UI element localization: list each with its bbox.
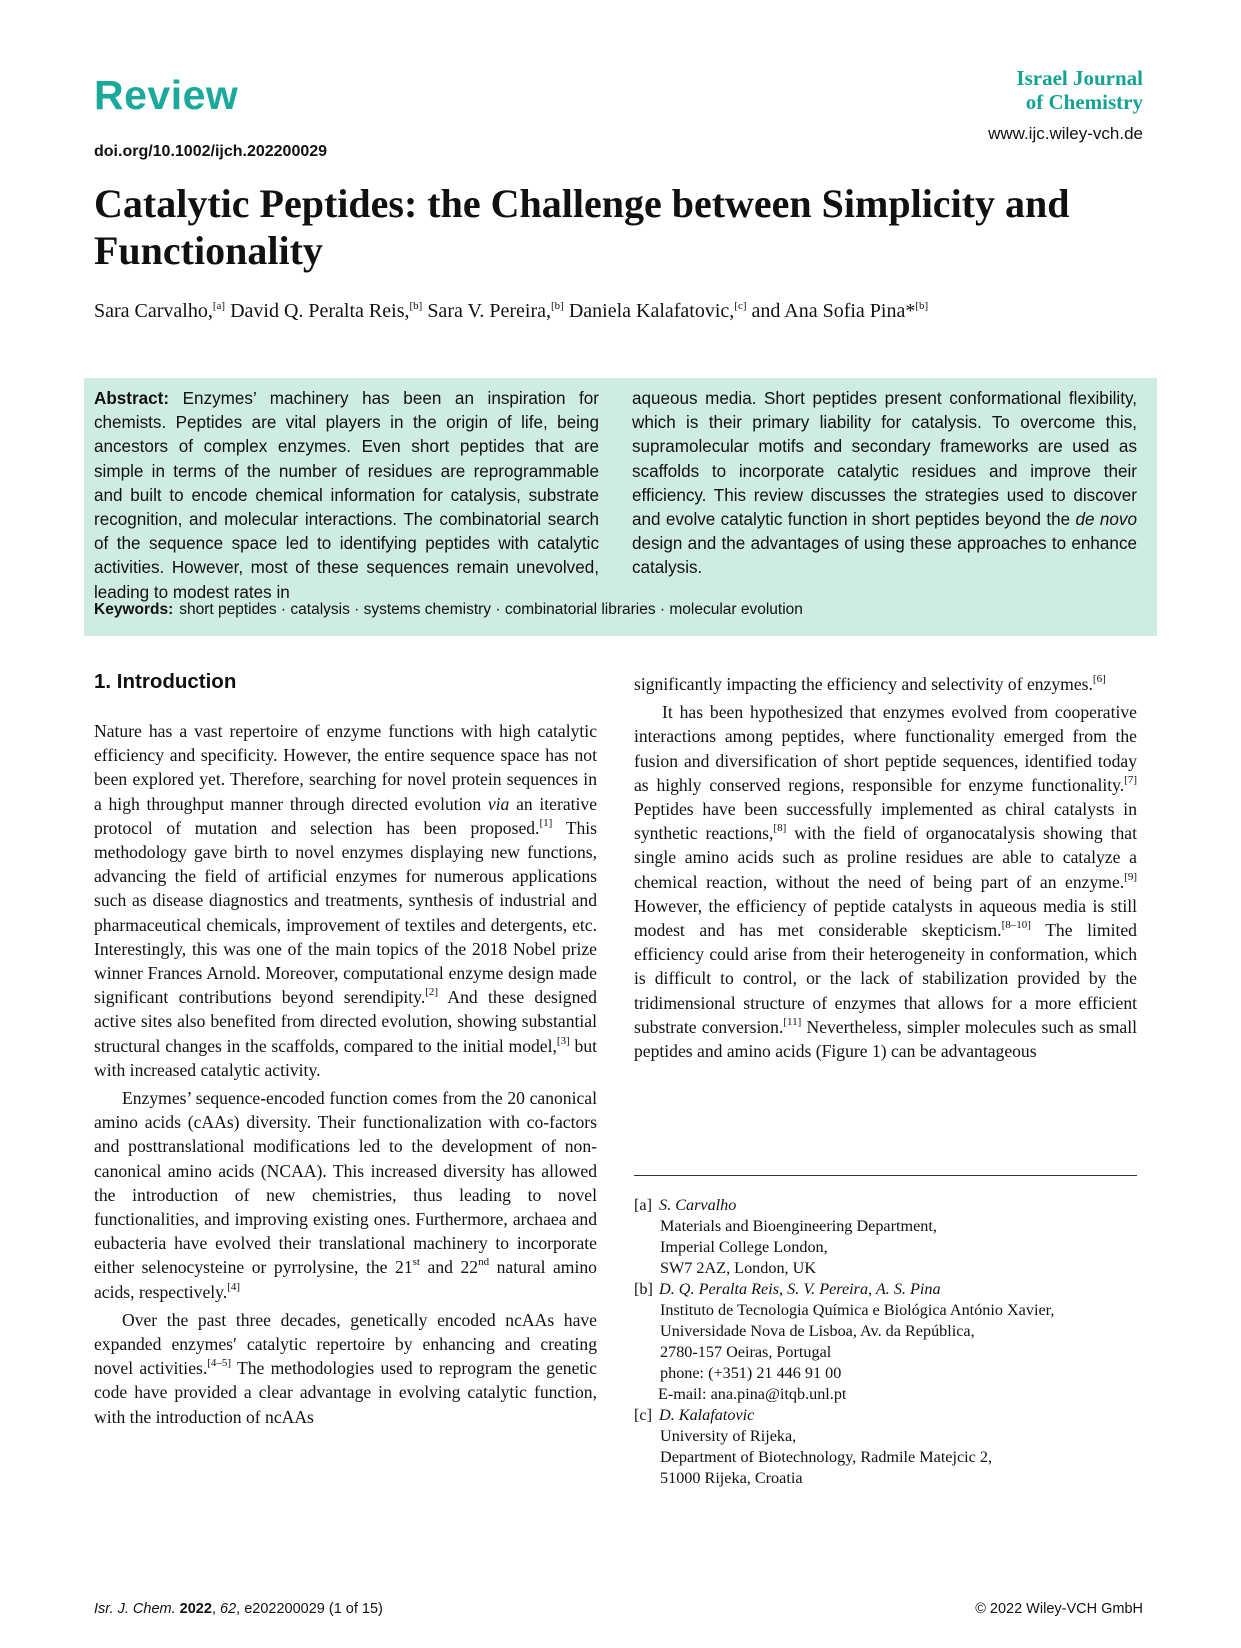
citation-link[interactable]: [8–10] xyxy=(1001,919,1031,932)
journal-name-line1: Israel Journal xyxy=(1016,66,1143,90)
author-name: Sara Carvalho, xyxy=(94,300,213,322)
affiliation-address-line: Materials and Bioengineering Department, xyxy=(660,1217,937,1235)
citation-link[interactable]: [9] xyxy=(1124,870,1137,883)
affiliation-address-line: Department of Biotechnology, Radmile Matejcic 2, xyxy=(660,1448,993,1466)
ordinal-suffix: nd xyxy=(478,1256,490,1269)
affiliation-marker: [a] xyxy=(212,300,226,312)
body-right-column xyxy=(634,672,1137,1063)
citation-link[interactable]: [6] xyxy=(1092,673,1106,685)
affiliation-names: S. Carvalho xyxy=(659,1196,737,1214)
affiliation-names: D. Q. Peralta Reis, S. V. Pereira, A. S. Pina xyxy=(659,1280,941,1298)
citation-link[interactable]: [4–5] xyxy=(207,1357,232,1370)
affiliation-address-line: Imperial College London, xyxy=(660,1238,828,1256)
affiliation-tag: [c] xyxy=(634,1406,652,1424)
keywords-list: short peptides · catalysis · systems chemistry · combinatorial libraries · molecular evolution xyxy=(179,601,803,618)
abstract-box xyxy=(84,378,1157,636)
author-name: Daniela Kalafatovic, xyxy=(568,300,735,322)
abstract-text: design and the advantages of using these approaches to enhance catalysis. xyxy=(632,534,1137,578)
abstract-text: aqueous media. Short peptides present conformational flexibility, which is their primary liability for catalysis. To overcome this, supramolecular motifs and secondary frameworks are used as scaffolds to incorporate catalytic residues and improve their efficiency. This review discusses the strategies used to discover and evolve catalytic function in short peptides beyond the xyxy=(632,389,1137,530)
abstract-italic-term: de novo xyxy=(1075,510,1137,530)
journal-abbreviation: Isr. J. Chem. xyxy=(94,1601,176,1617)
affiliation-marker: [c] xyxy=(734,300,747,312)
author-list xyxy=(94,300,1154,323)
citation-link[interactable]: [1] xyxy=(539,816,553,829)
body-paragraph: Over the past three decades, genetically encoded ncAAs have expanded enzymes′ catalytic repertoire by enhancing and creating novel activities.[4–5] The methodologies used to reprogram the genetic code have provided a clear advantage in evolving catalytic function, with the introduction of ncAAs xyxy=(94,1309,597,1427)
body-paragraph: Enzymes’ sequence-encoded function comes from the 20 canonical amino acids (cAAs) diversity. Their functionalization with co-factors and posttranslational modifications led to the development of non-canonical amino acids (NCAA). This increased diversity has allowed the introduction of new chemistries, thus leading to novel functionalities, and improving existing ones. Furthermore, archaea and eubacteria have evolved their translational machinery to incorporate either selenocysteine or pyrrolysine, the 21st and 22nd natural amino acids, respectively.[4] xyxy=(94,1088,597,1302)
section-heading-introduction: 1. Introduction xyxy=(94,670,237,693)
affiliation-address-line: 51000 Rijeka, Croatia xyxy=(660,1469,803,1487)
affiliation-marker: [b] xyxy=(915,300,929,312)
affiliation-entry xyxy=(634,1195,1137,1279)
ordinal-suffix: st xyxy=(412,1256,420,1269)
affiliations-block xyxy=(634,1195,1137,1489)
body-paragraph: significantly impacting the efficiency and selectivity of enzymes.[6] xyxy=(634,673,1106,694)
journal-url-link[interactable]: www.ijc.wiley-vch.de xyxy=(988,124,1143,143)
doi-link[interactable]: doi.org/10.1002/ijch.202200029 xyxy=(94,143,328,160)
keywords-label: Keywords: xyxy=(94,601,174,618)
volume-number: 62 xyxy=(220,1601,237,1617)
citation-link[interactable]: [11] xyxy=(783,1015,802,1028)
affiliation-entry xyxy=(634,1279,1137,1405)
keywords-row xyxy=(94,601,803,619)
affiliation-address-line: Instituto de Tecnologia Química e Biológica António Xavier, xyxy=(660,1301,1055,1319)
publication-year: 2022 xyxy=(179,1601,212,1617)
article-title: Catalytic Peptides: the Challenge between Simplicity and Functionality xyxy=(94,181,1070,273)
affiliation-tag: [a] xyxy=(634,1196,652,1214)
footer-copyright: © 2022 Wiley-VCH GmbH xyxy=(975,1601,1143,1617)
abstract-left-column xyxy=(94,387,599,605)
citation-link[interactable]: [2] xyxy=(425,986,439,999)
affiliation-address-line: University of Rijeka, xyxy=(660,1427,797,1445)
citation-link[interactable]: [8] xyxy=(773,822,787,835)
author-name: David Q. Peralta Reis, xyxy=(230,300,410,322)
abstract-right-column xyxy=(632,387,1137,581)
citation-link[interactable]: [7] xyxy=(1124,773,1137,786)
affiliation-names: D. Kalafatovic xyxy=(659,1406,755,1424)
affiliation-divider xyxy=(634,1175,1137,1176)
affiliation-phone: phone: (+351) 21 446 91 00 xyxy=(660,1364,842,1382)
affiliation-marker: [b] xyxy=(409,300,423,312)
article-page: e202200029 (1 of 15) xyxy=(244,1601,383,1617)
footer-citation: Isr. J. Chem. 2022, 62, e202200029 (1 of 15) xyxy=(94,1601,383,1617)
affiliation-entry xyxy=(634,1405,1137,1489)
author-name: and Ana Sofia Pina* xyxy=(751,300,916,322)
affiliation-email-link[interactable]: E-mail: ana.pina@itqb.unl.pt xyxy=(658,1385,847,1403)
affiliation-address-line: SW7 2AZ, London, UK xyxy=(660,1259,817,1277)
body-paragraph: It has been hypothesized that enzymes evolved from cooperative interactions among peptides, where functionality emerged from the fusion and diversification of short peptide sequences, identified today as highly conserved regions, responsible for enzyme functionality.[7] Peptides have been successfully implemented as chiral catalysts in synthetic reactions,[8] with the field of organocatalysis showing that single amino acids such as proline residues are able to catalyze a chemical reaction, without the need of being part of an enzyme.[9] However, the efficiency of peptide catalysts in aqueous media is still modest and has met considerable skepticism.[8–10] The limited efficiency could arise from their heterogeneity in conformation, which is difficult to control, or the lack of stabilization provided by the tridimensional structure of enzymes that allows for a more efficient substrate conversion.[11] Nevertheless, simpler molecules such as small peptides and amino acids (Figure 1) can be advantageous xyxy=(634,702,1137,1062)
citation-link[interactable]: [4] xyxy=(227,1280,241,1293)
abstract-label: Abstract: xyxy=(94,389,170,408)
italic-term: via xyxy=(487,793,510,814)
body-paragraph: Nature has a vast repertoire of enzyme functions with high catalytic efficiency and specificity. However, the entire sequence space has not been explored yet. Therefore, searching for novel protein sequences in a high throughput manner through directed evolution via an iterative protocol of mutation and selection has been proposed.[1] This methodology gave birth to novel enzymes displaying new functions, advancing the field of artificial enzymes for numerous applications such as disease diagnostics and treatments, synthesis of industrial and pharmaceutical chemicals, improvement of textiles and detergents, etc. Interestingly, this was one of the main topics of the 2018 Nobel prize winner Frances Arnold. Moreover, computational enzyme design made significant contributions beyond serendipity.[2] And these designed active sites also benefited from directed evolution, showing substantial structural changes in the scaffolds, compared to the initial model,[3] but with increased catalytic activity. xyxy=(94,721,598,1080)
abstract-text: Enzymes’ machinery has been an inspiration for chemists. Peptides are vital players in the origin of life, being ancestors of complex enzymes. Even short peptides that are simple in terms of the number of residues are reprogrammable and built to encode chemical information for catalysis, substrate recognition, and molecular interactions. The combinatorial search of the sequence space led to identifying peptides with catalytic activities. However, most of these sequences remain unevolved, leading to modest rates in xyxy=(94,389,599,602)
citation-link[interactable]: [3] xyxy=(556,1034,570,1047)
author-name: Sara V. Pereira, xyxy=(427,300,551,322)
journal-name-line2: of Chemistry xyxy=(1025,90,1143,114)
affiliation-marker: [b] xyxy=(550,300,564,312)
affiliation-address-line: 2780-157 Oeiras, Portugal xyxy=(660,1343,832,1361)
body-left-column xyxy=(94,719,597,1429)
affiliation-address-line: Universidade Nova de Lisboa, Av. da República, xyxy=(660,1322,975,1340)
affiliation-tag: [b] xyxy=(634,1280,653,1298)
section-label: Review xyxy=(94,72,239,118)
journal-logo xyxy=(1016,66,1143,114)
